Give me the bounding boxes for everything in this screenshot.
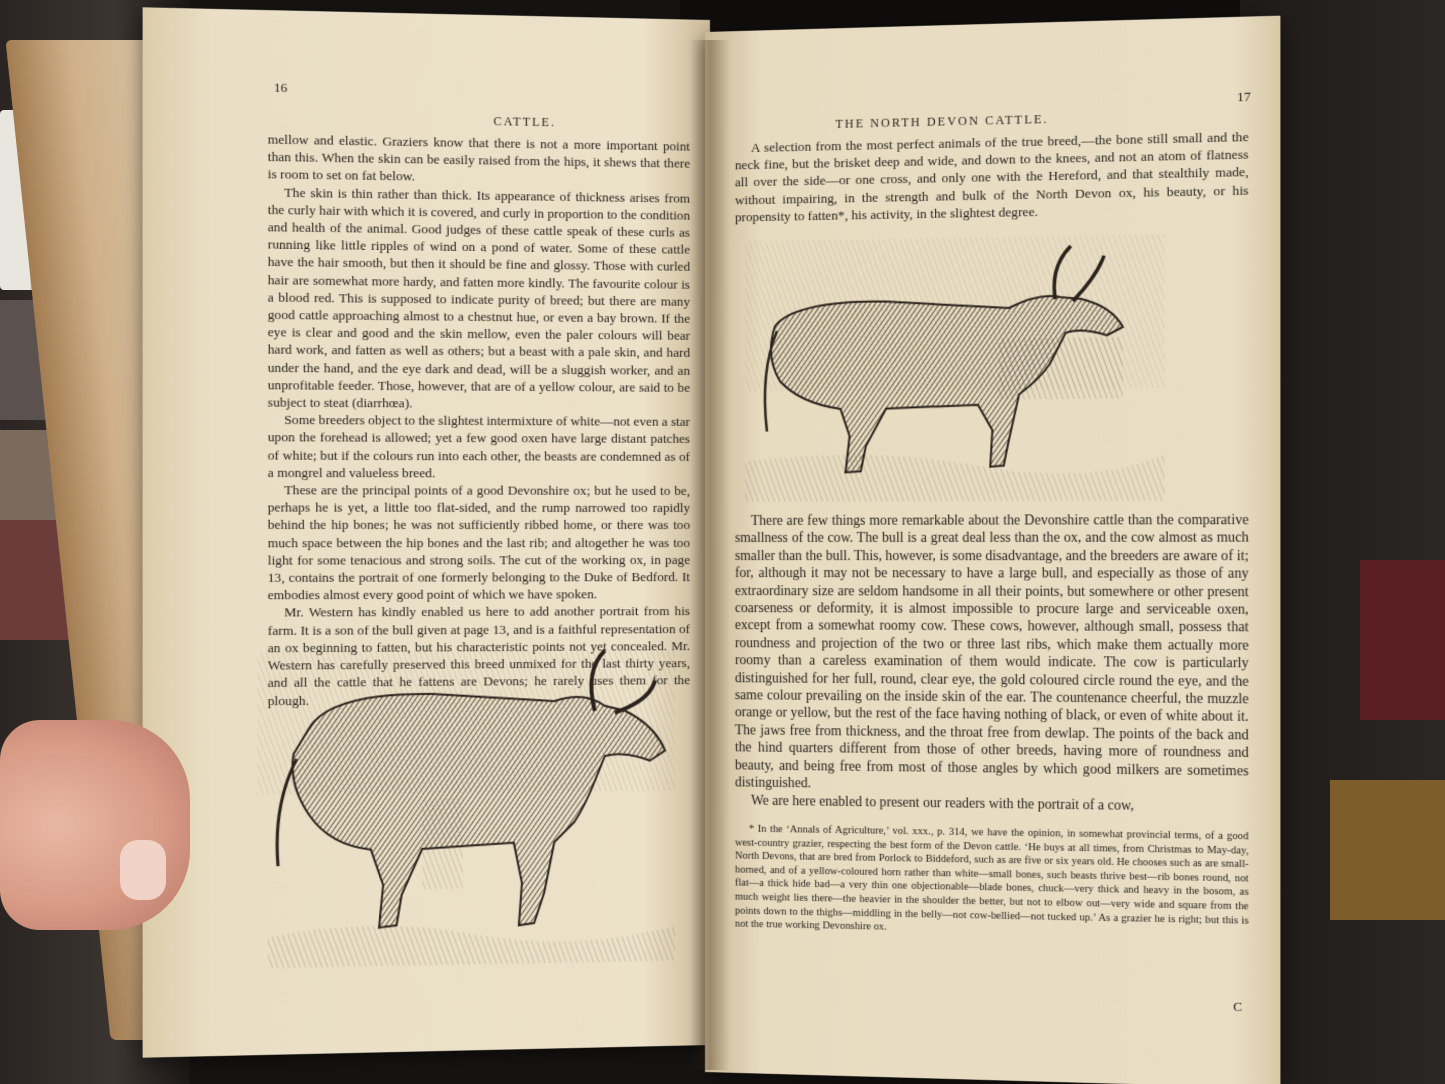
paragraph: A selection from the most perfect animals of the true breed,—the bone still small and the neck fine, but the brisket deep and wide, and down to the knees, and not an atom of flatness all over the side—or one cross, and only one with the Hereford, and that stealthily made, without impairing, in the strength and bulk of the North Devon ox, his beauty, or his propensity to fatten*, his activity, in the slightest degree. — [734, 128, 1249, 225]
footnote-text: * In the ‘Annals of Agriculture,’ vol. xxx., p. 314, we have the opinion, in somewhat provincial terms, of a good west-country grazier, respecting the best form of the Devon cattle. ‘He buys at all times, from Christmas to May-day, North Devons, that are bred from Porlock to Biddeford, such as are five or six years old. He chooses such as are small-horned, and of a yellow-coloured horn rather than white—small bones, such beasts thrive best—rib bones round, not flat—a thick hide bad—a very thin one objectionable—blade bones, chuck—very thick and heavy in the bosom, as much weight lies there—the heavier in the shoulder the better, but not to elbow out—very wide and square from the points down to the thighs—middling in the belly—not cow-bellied—not tucked up.’ As a grazier he is right; but this is not the true working Devonshire ox. — [734, 823, 1249, 933]
book-gutter — [690, 40, 730, 1070]
running-head-right: THE NORTH DEVON CATTLE. — [835, 111, 1049, 132]
right-page — [705, 16, 1280, 1084]
running-head-left: CATTLE. — [493, 114, 557, 130]
paragraph: These are the principal points of a good Devonshire ox; but he used to be, perhaps he is yet, a little too flat-sided, and the rump narrowed too rapidly behind the hip bones; he was not sufficiently ribbed home, or there was too much space between the hip bones and the last rib; and altogether he was too light for some tenacious and strong soils. The cut of the working ox, in page 13, contains the portrait of one formerly belonging to the Duke of Bedford. It embodies almost every good point of which we have spoken. — [267, 482, 691, 603]
right-page-main-text — [735, 511, 1249, 816]
paragraph: The skin is thin rather than thick. Its appearance of thickness arises from the curly hair with which it is covered, and curly in proportion to the condition and health of the animal. Good judges of these cattle speak of these curls as running like little ripples of wind on a pond of water. Some of these cattle have the hair smooth, but then it should be fine and glossy. Those with curled hair are somewhat more hardy, and fatten more kindly. The favourite colour is a blood red. This is supposed to indicate purity of breed; but there are many good cattle approaching almost to a chestnut hue, or even a bay brown. If the eye is clear and good and the skin mellow, even the paler colours will bear hard work, and fatten as well as others; but a beast with a pale skin, and hard under the hand, and the eye dark and dead, will be a sluggish worker, and an unprofitable feeder. Those, however, that are of a yellow colour, are said to be subject to steat (diarrhœa). — [267, 184, 691, 411]
cow-engraving — [745, 224, 1165, 502]
paragraph: We are here enabled to present our readers with the portrait of a cow, — [750, 792, 1134, 813]
signature-mark: C — [1233, 998, 1243, 1015]
left-page — [143, 7, 710, 1057]
ox-engraving — [247, 630, 685, 969]
paragraph: There are few things more remarkable about the Devonshire cattle than the comparative smallness of the cow. The bull is a great deal less than the ox, and the cow almost as much smaller than the bull. This, however, is some disadvantage, and the breeders are aware of it; for, although it may not be necessary to have a large bull, and especially as those of any extraordinary size are seldom handsome in all their points, but somewhere or other present coarseness or deformity, it is almost impossible to procure large and serviceable oxen, except from a somewhat roomy cow. These cows, however, although small, possess that roundness and projection of the two or three last ribs, which make them actually more roomy than a careless examination of them would indicate. The cow is particularly distinguished for her full, round, clear eye, the gold coloured circle round the eye, and the same colour prevailing on the inside skin of the ear. The countenance cheerful, the muzzle orange or yellow, but the rest of the face having nothing of black, or even of white about it. The jaws free from thickness, and the throat free from dewlap. The points of the back and the hind quarters different from those of other breeds, having more of roundness and beauty, and being free from most of those angles by which good milkers are sometimes distinguished. — [734, 511, 1249, 791]
hand-thumb — [0, 720, 190, 930]
page-number-left: 16 — [273, 79, 288, 96]
thumbnail — [120, 840, 166, 900]
paragraph: Some breeders object to the slightest intermixture of white—not even a star upon the forehead is allowed; yet a few good oxen have large distant patches of white; but if the colours run into each other, the beasts are condemned as of a mongrel and valueless breed. — [267, 412, 691, 481]
background-book — [1330, 780, 1445, 920]
left-page-text — [268, 130, 690, 709]
paragraph: mellow and elastic. Graziers know that there is not a more important point than this. When the skin can be easily raised from the hips, it shews that there is room to set on fat below. — [267, 131, 691, 184]
page-number-right: 17 — [1237, 88, 1251, 105]
paragraph: Mr. Western has kindly enabled us here to add another portrait from his farm. It is a son of the bull given at page 13, and is a faithful representation of an ox beginning to fatten, but his characteristic points not yet concealed. Mr. Western has carefully preserved this breed unmixed for the last thirty years, and all the cattle that he fattens are Devons; he rarely uses them for the plough. — [267, 603, 691, 708]
background-book — [1360, 560, 1445, 720]
right-page-top-text — [735, 128, 1249, 226]
footnote — [735, 822, 1249, 942]
